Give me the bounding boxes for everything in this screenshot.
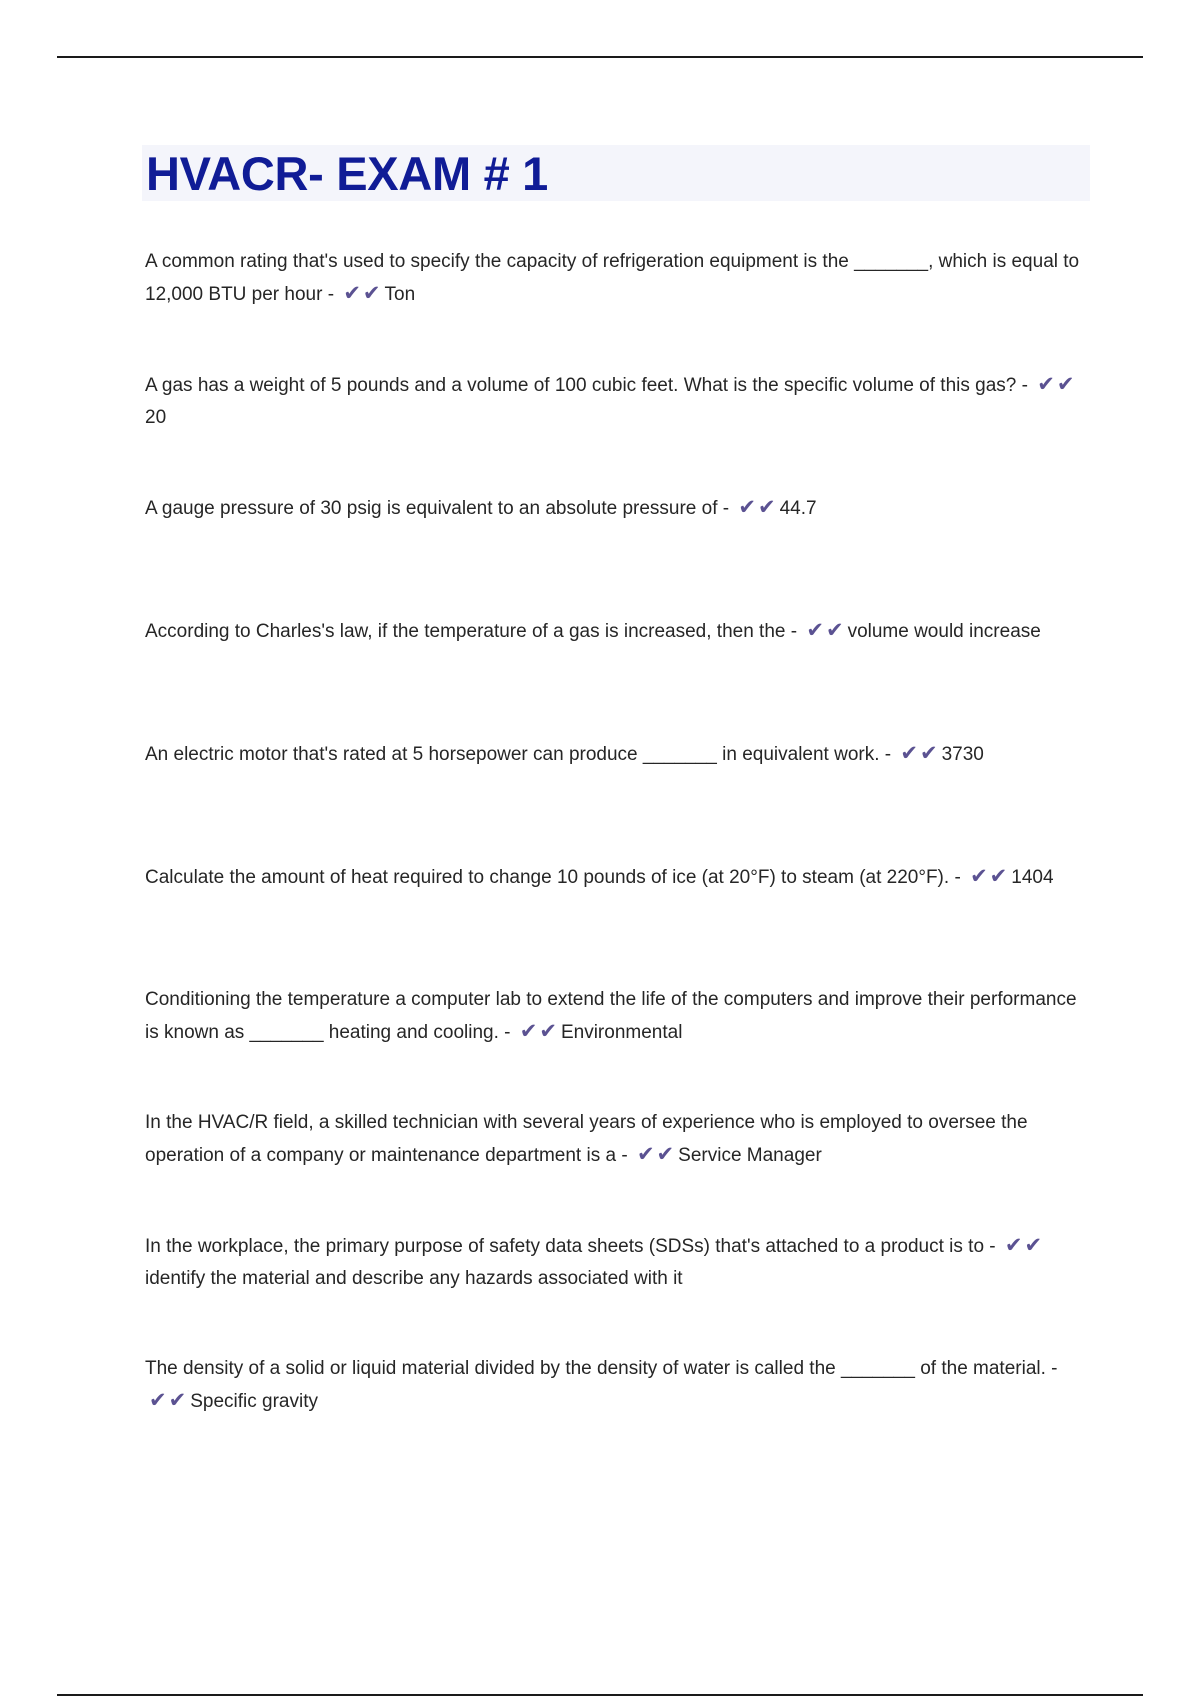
question-text: A gas has a weight of 5 pounds and a volume of 100 cubic feet. What is the specific volume of this gas? - (145, 375, 1028, 396)
qa-item (145, 1353, 1085, 1415)
question-text: A common rating that's used to specify the capacity of refrigeration equipment is the _______, which is equal to 12,000 BTU per hour - (145, 251, 1080, 305)
answer-text: Service Manager (678, 1145, 822, 1166)
double-check-icon: ✔✔ (738, 496, 778, 519)
answer-text: 44.7 (779, 498, 817, 519)
title-banner (142, 145, 1090, 201)
answer-text: identify the material and describe any hazards associated with it (145, 1268, 683, 1289)
question-text: Conditioning the temperature a computer lab to extend the life of the computers and improve their performance is known as _______ heating and cooling. - (145, 989, 1077, 1043)
answer-text: 3730 (941, 744, 984, 765)
double-check-icon: ✔✔ (900, 742, 940, 765)
top-rule (57, 56, 1143, 58)
double-check-icon: ✔✔ (636, 1143, 677, 1166)
qa-item (145, 1230, 1085, 1292)
qa-item (145, 984, 1085, 1046)
qa-item (145, 861, 1085, 923)
answer-text: Environmental (560, 1022, 683, 1043)
double-check-icon: ✔✔ (149, 1389, 189, 1412)
question-text: The density of a solid or liquid material divided by the density of water is called the _______ of the material. - (145, 1358, 1058, 1379)
double-check-icon: ✔✔ (1004, 1234, 1045, 1257)
double-check-icon: ✔✔ (806, 619, 846, 642)
qa-item (145, 246, 1085, 308)
question-text: A gauge pressure of 30 psig is equivalent to an absolute pressure of - (145, 498, 730, 519)
question-text: An electric motor that's rated at 5 horsepower can produce _______ in equivalent work. - (145, 744, 892, 765)
question-text: Calculate the amount of heat required to change 10 pounds of ice (at 20°F) to steam (at 220°F). - (145, 867, 961, 888)
double-check-icon: ✔✔ (343, 282, 383, 305)
qa-item (145, 369, 1085, 431)
qa-list (145, 246, 1085, 1476)
page-title: HVACR- EXAM # 1 (146, 146, 549, 200)
answer-text: 20 (145, 407, 167, 428)
qa-item (145, 615, 1085, 677)
qa-item (145, 1107, 1085, 1169)
bottom-rule (57, 1694, 1143, 1696)
answer-text: 1404 (1011, 867, 1054, 888)
question-text: In the workplace, the primary purpose of safety data sheets (SDSs) that's attached to a product is to - (145, 1236, 996, 1257)
double-check-icon: ✔✔ (519, 1020, 559, 1043)
qa-item (145, 738, 1085, 800)
qa-item (145, 492, 1085, 554)
double-check-icon: ✔✔ (1037, 373, 1077, 396)
answer-text: Ton (384, 284, 416, 305)
question-text: According to Charles's law, if the temperature of a gas is increased, then the - (145, 621, 798, 642)
double-check-icon: ✔✔ (970, 865, 1010, 888)
answer-text: Specific gravity (190, 1391, 318, 1412)
question-text: In the HVAC/R field, a skilled technician with several years of experience who is employed to oversee the operation of a company or maintenance department is a - (145, 1112, 1028, 1166)
answer-text: volume would increase (847, 621, 1041, 642)
